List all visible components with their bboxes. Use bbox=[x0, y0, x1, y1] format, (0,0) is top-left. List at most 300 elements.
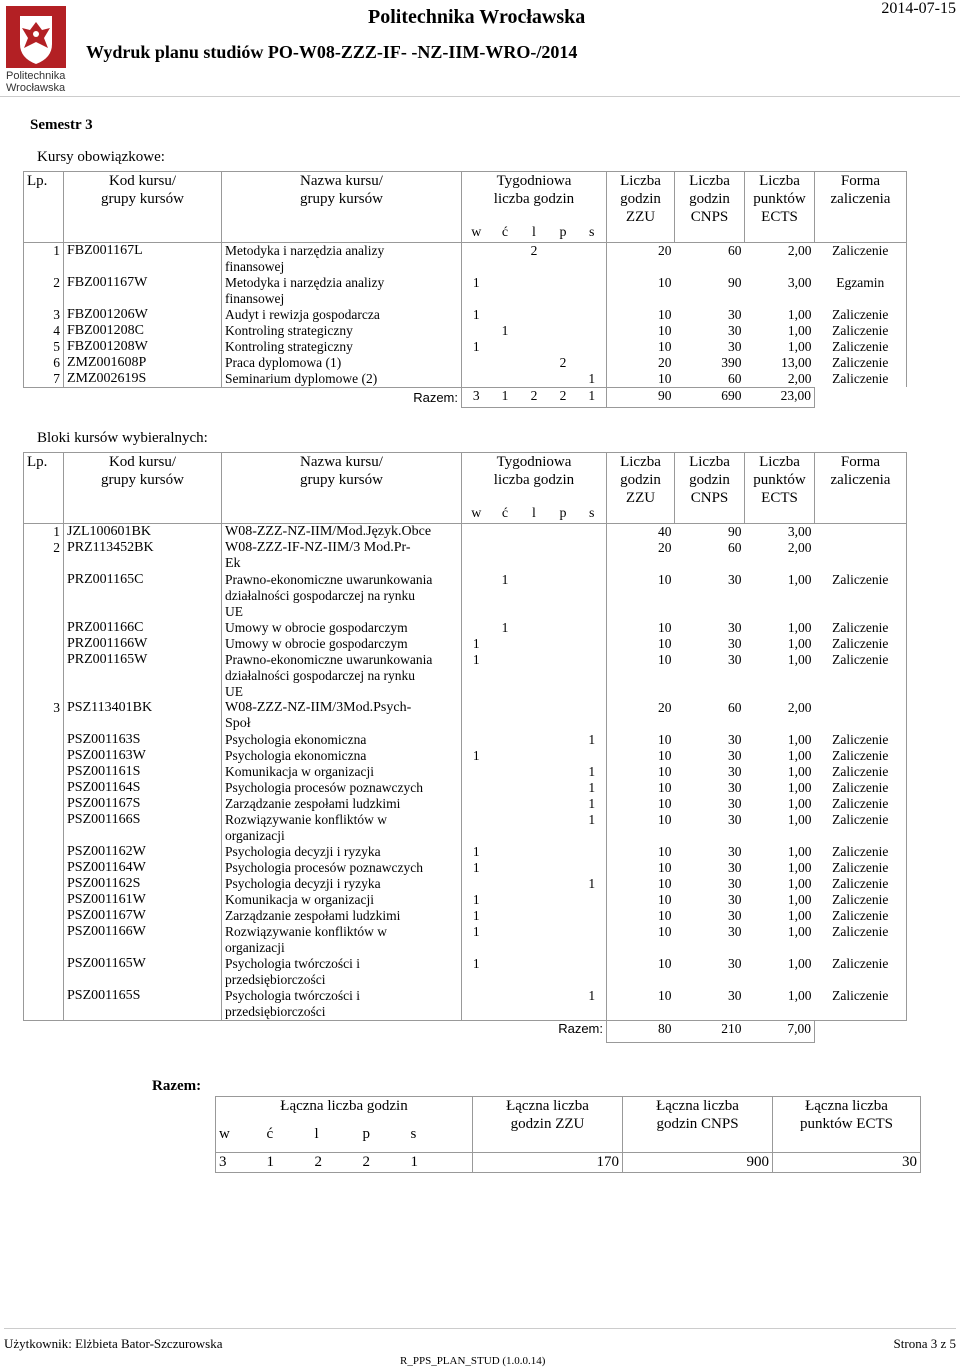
zzu-header-line: Liczba bbox=[620, 173, 661, 189]
hours-w bbox=[462, 371, 491, 388]
course-row bbox=[24, 540, 907, 572]
hours-l bbox=[520, 620, 549, 636]
course-row bbox=[24, 652, 907, 700]
hours-w bbox=[462, 796, 491, 812]
course-code-header-line: grupy kursów bbox=[101, 472, 184, 488]
course-code: PSZ001163W bbox=[64, 748, 222, 764]
hours-w: 1 bbox=[472, 274, 480, 290]
zzu-hours: 20 bbox=[658, 699, 672, 715]
ects-points: 1,00 bbox=[787, 907, 812, 923]
ects-header-line: ECTS bbox=[761, 490, 798, 506]
hours-p bbox=[549, 876, 578, 892]
footer-version: R_PPS_PLAN_STUD (1.0.0.14) bbox=[400, 1355, 546, 1367]
hours-p bbox=[549, 307, 578, 323]
university-name: Politechnika Wrocławska bbox=[368, 6, 586, 28]
assessment-form: Zaliczenie bbox=[815, 892, 907, 908]
ects-points: 1,00 bbox=[745, 988, 815, 1021]
course-code: PSZ001162S bbox=[64, 876, 222, 892]
zzu-hours: 20 bbox=[658, 354, 672, 370]
hours-s bbox=[578, 572, 607, 620]
zzu-header bbox=[607, 453, 675, 524]
course-row bbox=[24, 732, 907, 748]
course-name-header-line: grupy kursów bbox=[300, 472, 383, 488]
hours-s bbox=[578, 908, 607, 924]
required-courses-label: Kursy obowiązkowe: bbox=[37, 149, 165, 165]
hours-l bbox=[520, 732, 549, 748]
sum-s-header: s bbox=[408, 1125, 473, 1153]
razem-label: Razem: bbox=[558, 1020, 603, 1036]
zzu-header bbox=[607, 172, 675, 243]
course-row bbox=[24, 339, 907, 355]
cnps-hours: 30 bbox=[728, 795, 742, 811]
course-code: PSZ113401BK bbox=[64, 700, 222, 732]
cnps-hours: 60 bbox=[728, 539, 742, 555]
total-cnps-label: Łączna liczba godzin CNPS bbox=[623, 1097, 773, 1153]
cnps-hours: 30 bbox=[728, 306, 742, 322]
ects-points: 1,00 bbox=[787, 891, 812, 907]
hours-w: 1 bbox=[472, 338, 480, 354]
sum-w-value: 3 bbox=[216, 1153, 264, 1173]
zzu-hours: 10 bbox=[658, 875, 672, 891]
course-code-header bbox=[64, 172, 222, 243]
course-name bbox=[222, 796, 462, 812]
hours-s: 1 bbox=[578, 812, 607, 844]
assessment-form-header-line: Forma bbox=[840, 454, 881, 470]
course-code: PRZ001166W bbox=[64, 636, 222, 652]
course-name-line: Psychologia decyzji i ryzyka bbox=[225, 875, 381, 891]
zzu-header-line: ZZU bbox=[625, 209, 656, 225]
hours-l bbox=[520, 924, 549, 956]
course-name bbox=[222, 339, 462, 355]
footer-user: Użytkownik: Elżbieta Bator-Szczurowska bbox=[4, 1336, 223, 1351]
course-code: ZMZ002619S bbox=[64, 371, 222, 388]
course-name bbox=[222, 780, 462, 796]
row-number bbox=[24, 572, 64, 620]
ects-points: 1,00 bbox=[787, 306, 812, 322]
cnps-hours: 30 bbox=[728, 811, 742, 827]
assessment-form: Zaliczenie bbox=[815, 796, 907, 812]
course-row bbox=[24, 876, 907, 892]
assessment-form-header-line: Forma bbox=[840, 173, 881, 189]
course-name-header bbox=[222, 453, 462, 524]
total-cnps: 690 bbox=[675, 387, 745, 407]
zzu-hours: 40 bbox=[658, 523, 672, 539]
hours-c bbox=[491, 355, 520, 371]
hours-c bbox=[491, 523, 520, 540]
course-code: PSZ001161W bbox=[64, 892, 222, 908]
hours-l bbox=[520, 876, 549, 892]
hours-s: 1 bbox=[578, 371, 607, 388]
zzu-header-line: Liczba bbox=[620, 454, 661, 470]
course-name-line: Kontroling strategiczny bbox=[225, 322, 353, 338]
assessment-form: Zaliczenie bbox=[815, 242, 907, 275]
course-row bbox=[24, 636, 907, 652]
course-name bbox=[222, 620, 462, 636]
hours-c bbox=[491, 812, 520, 844]
ects-points: 1,00 bbox=[787, 875, 812, 891]
total-ects: 23,00 bbox=[745, 387, 815, 407]
total-zzu-label: Łączna liczba godzin ZZU bbox=[473, 1097, 623, 1153]
hours-c bbox=[491, 700, 520, 732]
course-name-header bbox=[222, 172, 462, 243]
hours-c bbox=[491, 371, 520, 388]
zzu-hours: 10 bbox=[658, 859, 672, 875]
course-name-line: Komunikacja w organizacji bbox=[225, 763, 374, 779]
course-name bbox=[222, 732, 462, 748]
hours-p-header: p bbox=[549, 505, 578, 524]
ects-header-line: Liczba bbox=[759, 173, 800, 189]
row-number bbox=[24, 812, 64, 844]
zzu-hours: 10 bbox=[658, 811, 672, 827]
header-row bbox=[24, 453, 907, 505]
hours-s bbox=[578, 956, 607, 988]
course-row bbox=[24, 371, 907, 388]
assessment-form-header-line: zaliczenia bbox=[830, 472, 891, 488]
zzu-hours: 10 bbox=[658, 923, 672, 939]
course-name-line: Zarządzanie zespołami ludzkimi bbox=[225, 907, 401, 923]
hours-w bbox=[462, 242, 491, 275]
course-row bbox=[24, 242, 907, 275]
course-name bbox=[222, 764, 462, 780]
course-code-header bbox=[64, 453, 222, 524]
ects-points: 1,00 bbox=[787, 338, 812, 354]
ects-points: 1,00 bbox=[787, 322, 812, 338]
course-name bbox=[222, 924, 462, 956]
sum-l-value: 2 bbox=[312, 1153, 360, 1173]
ects-header bbox=[745, 453, 815, 524]
hours-c bbox=[491, 242, 520, 275]
ects-points: 1,00 bbox=[787, 635, 812, 651]
course-name-line: Psychologia procesów poznawczych bbox=[225, 859, 423, 875]
row-number bbox=[24, 652, 64, 700]
hours-s bbox=[578, 242, 607, 275]
course-code: FBZ001167L bbox=[64, 242, 222, 275]
cnps-header bbox=[675, 172, 745, 243]
cnps-hours: 90 bbox=[728, 523, 742, 539]
course-row bbox=[24, 956, 907, 988]
hours-s bbox=[578, 523, 607, 540]
cnps-hours: 30 bbox=[728, 923, 742, 939]
hours-c bbox=[491, 636, 520, 652]
hours-l bbox=[520, 796, 549, 812]
course-name-line: przedsiębiorczości bbox=[225, 971, 326, 987]
hours-l bbox=[520, 812, 549, 844]
summary-table bbox=[215, 1096, 921, 1173]
course-row bbox=[24, 860, 907, 876]
sum-l-header: l bbox=[312, 1125, 360, 1153]
cnps-hours: 30 bbox=[728, 619, 742, 635]
hours-c bbox=[491, 988, 520, 1021]
row-number bbox=[24, 748, 64, 764]
hours-p bbox=[549, 796, 578, 812]
total-s: 1 bbox=[578, 387, 607, 407]
hours-p bbox=[549, 572, 578, 620]
course-row bbox=[24, 620, 907, 636]
course-name bbox=[222, 523, 462, 540]
zzu-hours: 20 bbox=[658, 539, 672, 555]
course-name-line: Kontroling strategiczny bbox=[225, 338, 353, 354]
total-c: 1 bbox=[491, 387, 520, 407]
row-number: 2 bbox=[24, 540, 64, 572]
row-number bbox=[24, 860, 64, 876]
course-code: PSZ001166S bbox=[64, 812, 222, 844]
hours-w-header: w bbox=[462, 224, 491, 243]
course-name bbox=[222, 908, 462, 924]
assessment-form: Zaliczenie bbox=[815, 844, 907, 860]
row-number bbox=[24, 908, 64, 924]
row-number: 2 bbox=[24, 275, 64, 307]
hours-p bbox=[549, 275, 578, 307]
hours-c bbox=[491, 908, 520, 924]
row-number bbox=[24, 924, 64, 956]
cnps-hours: 30 bbox=[728, 907, 742, 923]
print-date: 2014-07-15 bbox=[881, 0, 956, 17]
hours-w bbox=[462, 812, 491, 844]
ects-points: 1,00 bbox=[787, 763, 812, 779]
assessment-form-header bbox=[815, 453, 907, 524]
sum-c-value: 1 bbox=[264, 1153, 312, 1173]
lp-header-line: Lp. bbox=[27, 173, 48, 189]
hours-s-header: s bbox=[578, 224, 607, 243]
course-row bbox=[24, 523, 907, 540]
course-name-line: Metodyka i narzędzia analizy bbox=[225, 274, 385, 290]
course-code: PSZ001166W bbox=[64, 924, 222, 956]
hours-l-header: l bbox=[520, 505, 549, 524]
course-name-line: organizacji bbox=[225, 939, 285, 955]
cnps-header-line: CNPS bbox=[690, 209, 729, 225]
hours-p bbox=[549, 844, 578, 860]
hours-w bbox=[462, 572, 491, 620]
cnps-hours: 60 bbox=[728, 370, 742, 386]
hours-l-header: l bbox=[520, 224, 549, 243]
cnps-hours: 30 bbox=[728, 955, 742, 971]
ects-points: 1,00 bbox=[787, 795, 812, 811]
course-name bbox=[222, 371, 462, 388]
assessment-form-header-line: zaliczenia bbox=[830, 191, 891, 207]
hours-l bbox=[520, 780, 549, 796]
hours-l bbox=[520, 636, 549, 652]
hours-w bbox=[462, 540, 491, 572]
course-code: JZL100601BK bbox=[64, 523, 222, 540]
course-code-header-line: grupy kursów bbox=[101, 191, 184, 207]
course-name-line: organizacji bbox=[225, 827, 285, 843]
course-name-line: Audyt i rewizja gospodarcza bbox=[225, 306, 380, 322]
total-l: 2 bbox=[520, 387, 549, 407]
hours-w: 1 bbox=[472, 923, 480, 939]
hours-c bbox=[491, 892, 520, 908]
course-name-line: UE bbox=[225, 683, 243, 699]
zzu-hours: 20 bbox=[658, 242, 672, 258]
zzu-hours: 10 bbox=[658, 322, 672, 338]
hours-w: 1 bbox=[472, 635, 480, 651]
ects-points: 2,00 bbox=[787, 370, 812, 386]
row-number: 1 bbox=[24, 523, 64, 540]
hours-s bbox=[578, 700, 607, 732]
course-name-line: W08-ZZZ-NZ-IIM/3Mod.Psych- bbox=[225, 699, 412, 715]
hours-s bbox=[578, 540, 607, 572]
sum-p-header: p bbox=[360, 1125, 408, 1153]
lp-header-line: Lp. bbox=[27, 454, 48, 470]
cnps-hours: 30 bbox=[728, 891, 742, 907]
course-name-header-line: Nazwa kursu/ bbox=[300, 454, 383, 470]
hours-p bbox=[549, 540, 578, 572]
course-name-line: Psychologia procesów poznawczych bbox=[225, 779, 423, 795]
hours-s bbox=[578, 860, 607, 876]
hours-p bbox=[549, 339, 578, 355]
ects-points: 1,00 bbox=[787, 651, 812, 667]
zzu-hours: 10 bbox=[658, 571, 672, 587]
cnps-header-line: CNPS bbox=[690, 490, 729, 506]
semester-title: Semestr 3 bbox=[30, 117, 93, 133]
weekly-hours-header bbox=[462, 453, 607, 505]
course-row bbox=[24, 323, 907, 339]
hours-p-header: p bbox=[549, 224, 578, 243]
course-code: PSZ001163S bbox=[64, 732, 222, 748]
cnps-header-line: Liczba bbox=[689, 454, 730, 470]
hours-l bbox=[520, 572, 549, 620]
row-number bbox=[24, 636, 64, 652]
course-code: PSZ001167S bbox=[64, 796, 222, 812]
course-name bbox=[222, 323, 462, 339]
sum-ects-value: 30 bbox=[773, 1153, 921, 1173]
course-name-line: Metodyka i narzędzia analizy bbox=[225, 242, 385, 258]
weekly-hours-header-line: liczba godzin bbox=[493, 472, 575, 488]
course-row bbox=[24, 700, 907, 732]
course-name-line: Prawno-ekonomiczne uwarunkowania bbox=[225, 571, 433, 587]
course-name bbox=[222, 540, 462, 572]
hours-s: 1 bbox=[578, 988, 607, 1021]
row-number bbox=[24, 780, 64, 796]
course-name-line: Umowy w obrocie gospodarczym bbox=[225, 635, 408, 651]
hours-w: 1 bbox=[472, 907, 480, 923]
hours-l bbox=[520, 307, 549, 323]
course-name-line: finansowej bbox=[225, 258, 285, 274]
course-row bbox=[24, 764, 907, 780]
zzu-hours: 10 bbox=[658, 619, 672, 635]
sum-s-value: 1 bbox=[408, 1153, 473, 1173]
sum-w-header: w bbox=[216, 1125, 264, 1153]
hours-l bbox=[520, 892, 549, 908]
hours-s bbox=[578, 620, 607, 636]
assessment-form: Zaliczenie bbox=[815, 307, 907, 323]
hours-p bbox=[549, 764, 578, 780]
assessment-form: Zaliczenie bbox=[815, 323, 907, 339]
hours-p bbox=[549, 636, 578, 652]
hours-w: 1 bbox=[472, 747, 480, 763]
course-name-line: Prawno-ekonomiczne uwarunkowania bbox=[225, 651, 433, 667]
course-code: PRZ001166C bbox=[64, 620, 222, 636]
course-name bbox=[222, 892, 462, 908]
ects-points: 3,00 bbox=[787, 274, 812, 290]
cnps-hours: 30 bbox=[728, 635, 742, 651]
ects-header-line: punktów bbox=[753, 472, 806, 488]
hours-l bbox=[520, 339, 549, 355]
hours-w bbox=[462, 620, 491, 636]
course-name-line: UE bbox=[225, 603, 243, 619]
ects-points: 1,00 bbox=[787, 811, 812, 827]
hours-l bbox=[520, 652, 549, 700]
cnps-hours: 30 bbox=[728, 843, 742, 859]
zzu-hours: 10 bbox=[658, 338, 672, 354]
hours-l bbox=[520, 371, 549, 388]
hours-w bbox=[462, 764, 491, 780]
course-row bbox=[24, 908, 907, 924]
assessment-form: Zaliczenie bbox=[815, 748, 907, 764]
row-number: 3 bbox=[24, 700, 64, 732]
zzu-hours: 10 bbox=[658, 795, 672, 811]
hours-p bbox=[549, 652, 578, 700]
hours-w bbox=[462, 780, 491, 796]
assessment-form: Zaliczenie bbox=[815, 956, 907, 988]
hours-w bbox=[462, 732, 491, 748]
course-name-line: Psychologia decyzji i ryzyka bbox=[225, 843, 381, 859]
hours-c bbox=[491, 924, 520, 956]
course-name bbox=[222, 652, 462, 700]
summary-title: Razem: bbox=[152, 1078, 202, 1094]
hours-w: 1 bbox=[472, 955, 480, 971]
total-ects-label: Łączna liczba punktów ECTS bbox=[773, 1097, 921, 1153]
course-row bbox=[24, 924, 907, 956]
hours-c bbox=[491, 796, 520, 812]
zzu-hours: 10 bbox=[658, 731, 672, 747]
assessment-form: Zaliczenie bbox=[815, 572, 907, 620]
course-name-header-line: grupy kursów bbox=[300, 191, 383, 207]
row-number bbox=[24, 892, 64, 908]
hours-s bbox=[578, 275, 607, 307]
course-name-line: Psychologia twórczości i bbox=[225, 987, 360, 1003]
course-name-line: działalności gospodarczej na rynku bbox=[225, 587, 416, 603]
cnps-hours: 30 bbox=[728, 747, 742, 763]
hours-s bbox=[578, 748, 607, 764]
cnps-header-line: godzin bbox=[689, 191, 730, 207]
course-name-line: Seminarium dyplomowe (2) bbox=[225, 370, 378, 386]
cnps-hours: 30 bbox=[728, 875, 742, 891]
total-spacer bbox=[815, 387, 907, 407]
cnps-hours: 90 bbox=[728, 274, 742, 290]
zzu-hours: 10 bbox=[658, 274, 672, 290]
footer-rule bbox=[4, 1328, 956, 1329]
ects-points: 1,00 bbox=[787, 747, 812, 763]
row-number bbox=[24, 796, 64, 812]
zzu-hours: 10 bbox=[658, 907, 672, 923]
assessment-form: Zaliczenie bbox=[815, 339, 907, 355]
assessment-form: Egzamin bbox=[815, 275, 907, 307]
course-name bbox=[222, 242, 462, 275]
cnps-hours: 30 bbox=[728, 322, 742, 338]
course-name bbox=[222, 636, 462, 652]
assessment-form: Zaliczenie bbox=[815, 652, 907, 700]
hours-w bbox=[462, 355, 491, 371]
course-name bbox=[222, 700, 462, 732]
ects-points: 2,00 bbox=[787, 539, 812, 555]
hours-p bbox=[549, 748, 578, 764]
row-number: 7 bbox=[24, 371, 64, 388]
assessment-form bbox=[815, 523, 907, 540]
hours-c bbox=[491, 307, 520, 323]
hours-p bbox=[549, 892, 578, 908]
hours-s bbox=[578, 355, 607, 371]
hours-c bbox=[491, 844, 520, 860]
zzu-hours: 10 bbox=[658, 651, 672, 667]
course-code-header-line: Kod kursu/ bbox=[108, 173, 177, 189]
hours-p bbox=[549, 620, 578, 636]
required-courses-table bbox=[23, 171, 907, 408]
assessment-form: Zaliczenie bbox=[815, 764, 907, 780]
cnps-hours: 30 bbox=[675, 988, 745, 1021]
row-number bbox=[24, 956, 64, 988]
course-code: PSZ001165W bbox=[64, 956, 222, 988]
weekly-hours-header-line: Tygodniowa bbox=[496, 173, 572, 189]
